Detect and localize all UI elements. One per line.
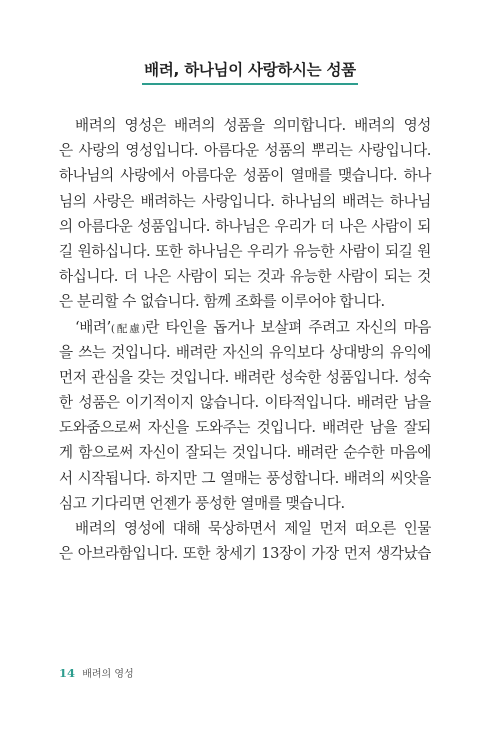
text-line: 하나님의 사랑에서 아름다운 성품이 열매를 맺습니다. 하나 bbox=[59, 167, 431, 185]
hanja-annotation: (配慮) bbox=[110, 322, 146, 335]
text-line: 의 아름다운 성품입니다. 하나님은 우리가 더 나은 사람이 되 bbox=[59, 217, 431, 235]
text-line: 은 아브라함입니다. 또한 창세기 13장이 가장 먼저 생각났습 bbox=[59, 545, 431, 563]
body-text bbox=[59, 113, 431, 566]
quoted-term: ‘배려’ bbox=[75, 318, 111, 336]
text-line: 심고 기다리면 언젠가 풍성한 열매를 맺습니다. bbox=[59, 494, 345, 512]
text-line: 게 함으로써 자신이 잘되는 것입니다. 배려란 순수한 마음에 bbox=[59, 444, 431, 462]
text-line: 은 사랑의 영성입니다. 아름다운 성품의 뿌리는 사랑입니다. bbox=[59, 142, 431, 160]
text-line: 배려의 영성에 대해 묵상하면서 제일 먼저 떠오른 인물 bbox=[75, 520, 431, 537]
text-line: 을 쓰는 것입니다. 배려란 자신의 유익보다 상대방의 유익에 bbox=[59, 343, 431, 361]
heading-container bbox=[0, 58, 500, 85]
text-line: 서 시작됩니다. 하지만 그 열매는 풍성합니다. 배려의 씨앗을 bbox=[59, 469, 431, 487]
text-line: 먼저 관심을 갖는 것입니다. 배려란 성숙한 성품입니다. 성숙 bbox=[59, 368, 431, 386]
text-line bbox=[59, 315, 431, 340]
line-rest: 란 타인을 돕거나 보살펴 주려고 자신의 마음 bbox=[145, 318, 431, 336]
text-line: 님의 사랑은 배려하는 사랑입니다. 하나님의 배려는 하나님 bbox=[59, 192, 431, 210]
page-footer bbox=[59, 665, 134, 680]
text-line: 배려의 영성은 배려의 성품을 의미합니다. 배려의 영성 bbox=[75, 117, 431, 134]
text-line: 도와줌으로써 자신을 도와주는 것입니다. 배려란 남을 잘되 bbox=[59, 419, 431, 437]
text-line: 한 성품은 이기적이지 않습니다. 이타적입니다. 배려란 남을 bbox=[59, 394, 431, 412]
text-line: 하십니다. 더 나은 사람이 되는 것과 유능한 사람이 되는 것 bbox=[59, 268, 431, 286]
page-number: 14 bbox=[59, 666, 76, 680]
running-title: 배려의 영성 bbox=[82, 669, 134, 680]
section-heading: 배려, 하나님이 사랑하시는 성품 bbox=[142, 58, 358, 85]
text-line: 은 분리할 수 없습니다. 함께 조화를 이루어야 합니다. bbox=[59, 293, 385, 311]
text-line: 길 원하십니다. 또한 하나님은 우리가 유능한 사람이 되길 원 bbox=[59, 242, 431, 260]
